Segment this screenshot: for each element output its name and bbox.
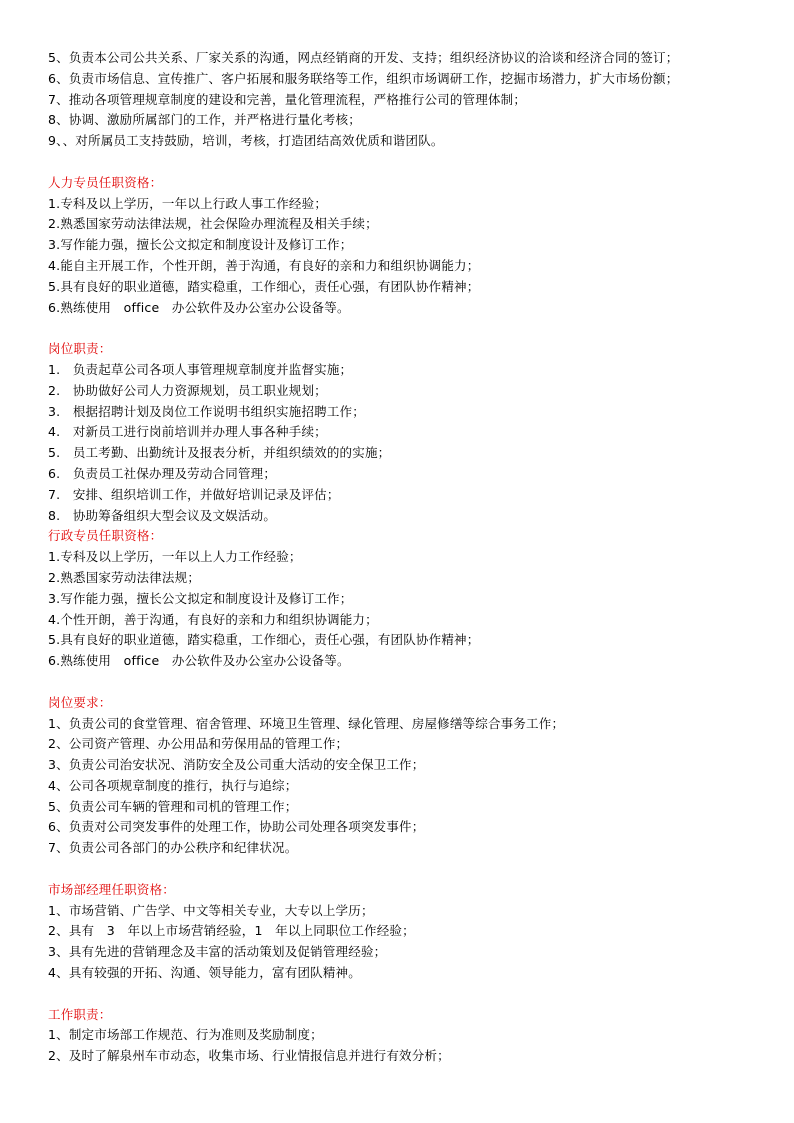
list-item: 2. 协助做好公司人力资源规划，员工职业规划；: [48, 382, 327, 398]
list-item: 4、具有较强的开拓、沟通、领导能力，富有团队精神。: [48, 965, 361, 981]
marketing-duties-section: [48, 1005, 748, 1067]
list-item: 5. 员工考勤、出勤统计及报表分析，并组织绩效的的实施；: [48, 445, 391, 461]
list-item: 8、协调、激励所属部门的工作，并严格进行量化考核；: [48, 112, 361, 128]
list-item: 2.熟悉国家劳动法律法规；: [48, 569, 201, 585]
admin-requirements-section: [48, 693, 748, 859]
list-item: 5、负责公司车辆的管理和司机的管理工作；: [48, 798, 298, 814]
intro-list: [48, 48, 748, 152]
list-item: 2、具有 3 年以上市场营销经验，1 年以上同职位工作经验；: [48, 923, 415, 939]
list-item: 5.具有良好的职业道德，踏实稳重，工作细心，责任心强，有团队协作精神；: [48, 632, 480, 648]
list-item: 6、负责市场信息、宣传推广、客户拓展和服务联络等工作，组织市场调研工作，挖掘市场潜力，扩大市场份额；: [48, 70, 679, 86]
list-item: 1. 负责起草公司各项人事管理规章制度并监督实施；: [48, 361, 353, 377]
list-item: 4.能自主开展工作，个性开朗，善于沟通，有良好的亲和力和组织协调能力；: [48, 257, 480, 273]
list-item: 1.专科及以上学历，一年以上行政人事工作经验；: [48, 195, 328, 211]
section-heading: 人力专员任职资格：: [48, 174, 163, 190]
list-item: 6.熟练使用 office 办公软件及办公室办公设备等。: [48, 299, 350, 315]
list-item: 4、公司各项规章制度的推行，执行与追综；: [48, 777, 298, 793]
section-heading: 行政专员任职资格：: [48, 528, 163, 544]
list-item: 1、负责公司的食堂管理、宿舍管理、环境卫生管理、绿化管理、房屋修缮等综合事务工作；: [48, 715, 565, 731]
spacer: [48, 152, 748, 173]
list-item: 7、负责公司各部门的办公秩序和纪律状况。: [48, 840, 298, 856]
list-item: 1.专科及以上学历，一年以上人力工作经验；: [48, 549, 302, 565]
spacer: [48, 859, 748, 880]
list-item: 3.写作能力强，擅长公文拟定和制度设计及修订工作；: [48, 237, 353, 253]
document-page: [48, 48, 748, 1067]
list-item: 3、负责公司治安状况、消防安全及公司重大活动的安全保卫工作；: [48, 757, 425, 773]
admin-qualification-section: [48, 526, 748, 672]
spacer: [48, 672, 748, 693]
list-item: 8. 协助筹备组织大型会议及文娱活动。: [48, 507, 277, 523]
list-item: 3、具有先进的营销理念及丰富的活动策划及促销管理经验；: [48, 944, 387, 960]
spacer: [48, 984, 748, 1005]
list-item: 2、公司资产管理、办公用品和劳保用品的管理工作；: [48, 736, 349, 752]
list-item: 5、负责本公司公共关系、厂家关系的沟通，网点经销商的开发、支持；组织经济协议的洽谈和经济合同的签订；: [48, 50, 679, 65]
list-item: 6. 负责员工社保办理及劳动合同管理；: [48, 465, 277, 481]
list-item: 2.熟悉国家劳动法律法规，社会保险办理流程及相关手续；: [48, 216, 378, 232]
list-item: 1、市场营销、广告学、中文等相关专业，大专以上学历；: [48, 902, 374, 918]
list-item: 4.个性开朗，善于沟通，有良好的亲和力和组织协调能力；: [48, 611, 378, 627]
list-item: 1、制定市场部工作规范、行为准则及奖励制度；: [48, 1027, 323, 1043]
list-item: 9、、对所属员工支持鼓励，培训，考核，打造团结高效优质和谐团队。: [48, 133, 444, 149]
list-item: 7. 安排、组织培训工作，并做好培训记录及评估；: [48, 486, 340, 502]
list-item: 5.具有良好的职业道德，踏实稳重，工作细心，责任心强，有团队协作精神；: [48, 278, 480, 294]
section-heading: 工作职责：: [48, 1006, 112, 1022]
list-item: 4. 对新员工进行岗前培训并办理人事各种手续；: [48, 424, 327, 440]
marketing-qualification-section: [48, 880, 748, 984]
list-item: 3. 根据招聘计划及岗位工作说明书组织实施招聘工作；: [48, 403, 365, 419]
list-item: 2、及时了解泉州车市动态，收集市场、行业情报信息并进行有效分析；: [48, 1048, 450, 1064]
spacer: [48, 318, 748, 339]
hr-duties-section: [48, 339, 748, 526]
section-heading: 岗位要求：: [48, 694, 112, 710]
list-item: 3.写作能力强，擅长公文拟定和制度设计及修订工作；: [48, 590, 353, 606]
list-item: 6.熟练使用 office 办公软件及办公室办公设备等。: [48, 653, 350, 669]
list-item: 6、负责对公司突发事件的处理工作，协助公司处理各项突发事件；: [48, 819, 425, 835]
section-heading: 市场部经理任职资格：: [48, 881, 176, 897]
section-heading: 岗位职责：: [48, 341, 112, 357]
hr-qualification-section: [48, 173, 748, 319]
list-item: 7、推动各项管理规章制度的建设和完善，量化管理流程，严格推行公司的管理体制；: [48, 91, 527, 107]
